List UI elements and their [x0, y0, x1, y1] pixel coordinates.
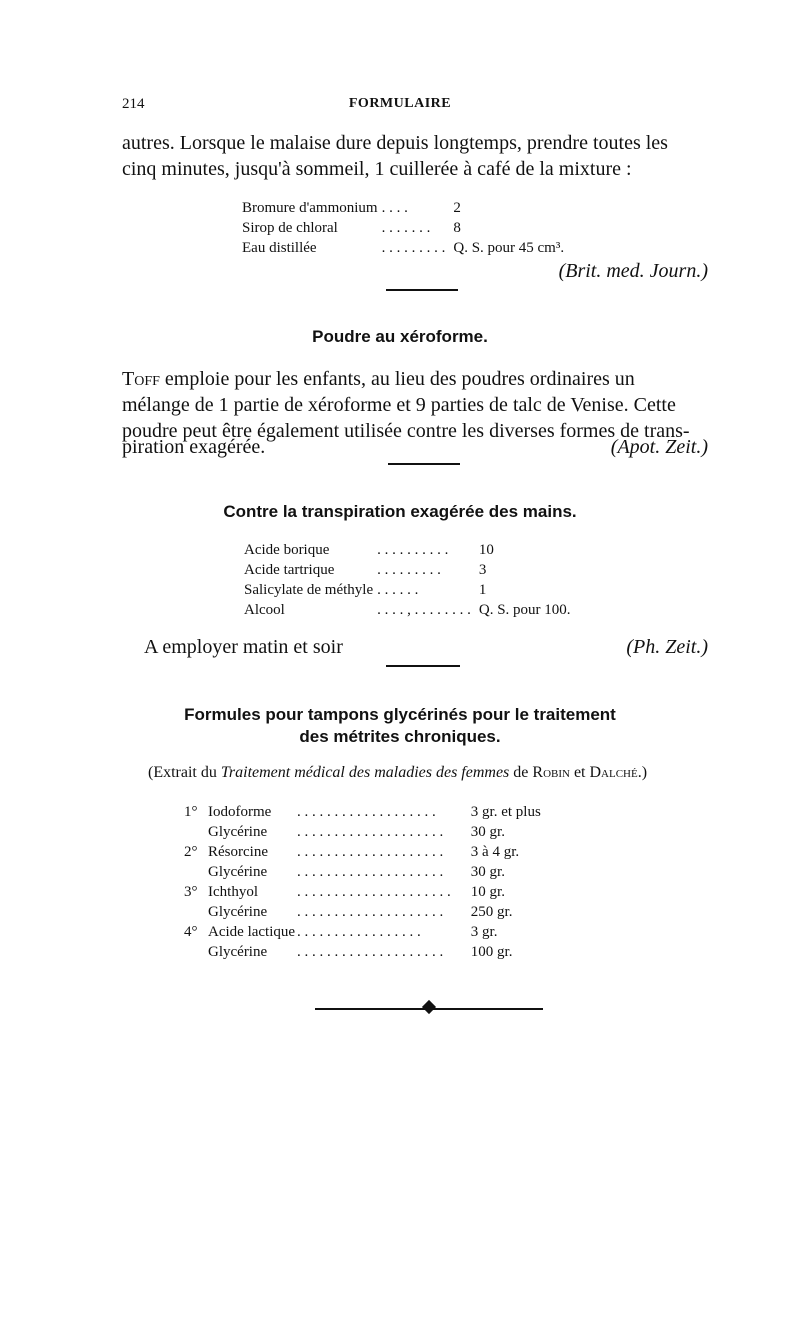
ingredient-name: Alcool [244, 602, 285, 618]
formula-number [184, 862, 208, 882]
section-heading: Poudre au xéroforme. [312, 327, 488, 346]
section2-line-4: piration exagérée. [122, 436, 266, 458]
formula-number: 2° [184, 844, 198, 860]
leader-dots: . . . . . . . . . . . . . . . . . . . . . [297, 884, 451, 900]
intro-line-2: cinq minutes, jusqu'à sommeil, 1 cuillerée à café de la mixture : [122, 158, 632, 180]
formula-number: 1° [184, 804, 198, 820]
usage-note: A employer matin et soir [144, 636, 343, 658]
extract-work-title: Traitement médical des maladies des femmes [220, 764, 510, 781]
table-row [184, 942, 541, 962]
ingredient-name: Glycérine [208, 944, 268, 960]
ingredient-name: Salicylate de méthyle [244, 582, 374, 598]
ingredient-name: Résorcine [208, 844, 268, 860]
ingredient-qty: 10 gr. [470, 884, 505, 900]
separator-rule [386, 289, 458, 291]
leader-dots: . . . . . . . . . . . . . . . . . . . [297, 804, 436, 820]
table-row [244, 600, 571, 620]
ingredient-qty: 100 gr. [470, 944, 513, 960]
ingredient-name: Sirop de chloral [242, 220, 338, 236]
extract-prefix: (Extrait du [148, 764, 217, 781]
formula-number [184, 822, 208, 842]
leader-dots: . . . . . . . . . . . . . . . . . . . . [297, 904, 444, 920]
recipe-table-2 [244, 540, 571, 620]
extract-et: et [573, 764, 586, 781]
separator-rule [388, 463, 460, 465]
leader-dots: . . . . . . . . . . . . . . . . . . . . [297, 844, 444, 860]
ingredient-qty: Q. S. pour 45 cm³. [453, 240, 565, 256]
leader-dots: . . . . . . . [381, 220, 431, 236]
ingredient-name: Eau distillée [242, 240, 317, 256]
ingredient-name: Acide tartrique [244, 562, 335, 578]
ingredient-qty: 3 [478, 562, 487, 578]
ingredient-qty: 2 [453, 200, 461, 216]
formula-table [184, 802, 541, 962]
table-row [184, 882, 541, 902]
ingredient-qty: 30 gr. [470, 864, 505, 880]
leader-dots: . . . . . . . . . . . . . . . . . [297, 924, 421, 940]
table-row [244, 580, 571, 600]
intro-line-1: autres. Lorsque le malaise dure depuis longtemps, prendre toutes les [122, 132, 668, 154]
table-row [184, 802, 541, 822]
table-row [244, 540, 571, 560]
diamond-ornament-icon [422, 1000, 436, 1014]
leader-dots: . . . . . . . . . . . . . . . . . . . . [297, 824, 444, 840]
ingredient-name: Acide borique [244, 542, 330, 558]
leader-dots: . . . . . . . . . . . . . . . . . . . . [297, 944, 444, 960]
ingredient-name: Ichthyol [208, 884, 258, 900]
table-row [184, 842, 541, 862]
extract-note [148, 762, 647, 784]
separator-rule [386, 665, 460, 667]
ingredient-qty: 3 à 4 gr. [470, 844, 520, 860]
section2-line-3: poudre peut être également utilisée contre les diverses formes de trans- [122, 420, 690, 442]
leader-dots: . . . . . . . . . [377, 562, 441, 578]
table-row [242, 198, 564, 218]
leader-dots: . . . . , . . . . . . . . [377, 602, 471, 618]
ingredient-qty: 3 gr. [470, 924, 498, 940]
formula-number: 3° [184, 884, 198, 900]
ingredient-name: Iodoforme [208, 804, 272, 820]
formula-number [184, 942, 208, 962]
extract-author-2: Dalché.) [589, 764, 648, 781]
recipe-table-1 [242, 198, 564, 258]
formula-number [184, 902, 208, 922]
section2-line-1-text: emploie pour les enfants, au lieu des poudres ordinaires un [164, 368, 635, 390]
leader-dots: . . . . [381, 200, 408, 216]
extract-de: de [513, 764, 529, 781]
table-row [184, 922, 541, 942]
leader-dots: . . . . . . . . . . . . . . . . . . . . [297, 864, 444, 880]
table-row [244, 560, 571, 580]
ingredient-name: Glycérine [208, 824, 268, 840]
page-number: 214 [122, 96, 145, 112]
section-heading-line-2: des métrites chroniques. [299, 727, 501, 746]
ingredient-qty: 10 [478, 542, 494, 558]
section2-line-2: mélange de 1 partie de xéroforme et 9 parties de talc de Venise. Cette [122, 394, 676, 416]
ingredient-name: Glycérine [208, 864, 268, 880]
leader-dots: . . . . . . [377, 582, 419, 598]
ingredient-name: Acide lactique [208, 924, 296, 940]
source-citation: (Brit. med. Journ.) [558, 260, 708, 282]
source-citation: (Ph. Zeit.) [626, 636, 708, 658]
ingredient-qty: 1 [478, 582, 487, 598]
formula-number: 4° [184, 924, 198, 940]
section-heading: Formules pour tampons glycérinés pour le traitement [184, 705, 616, 724]
author-name: Toff [122, 368, 160, 390]
running-title: FORMULAIRE [348, 96, 452, 111]
ingredient-qty: 30 gr. [470, 824, 505, 840]
ingredient-qty: 250 gr. [470, 904, 513, 920]
leader-dots: . . . . . . . . . [381, 240, 446, 256]
section2-line-1 [122, 366, 728, 392]
table-row [242, 238, 564, 258]
table-row [184, 902, 541, 922]
leader-dots: . . . . . . . . . . [377, 542, 449, 558]
extract-author-1: Robin [532, 764, 570, 781]
table-row [184, 862, 541, 882]
table-row [242, 218, 564, 238]
section-heading: Contre la transpiration exagérée des mains. [223, 502, 577, 521]
ingredient-qty: 3 gr. et plus [470, 804, 541, 820]
source-citation: (Apot. Zeit.) [610, 436, 708, 458]
ingredient-qty: 8 [453, 220, 461, 236]
table-row [184, 822, 541, 842]
ingredient-name: Glycérine [208, 904, 268, 920]
ingredient-qty: Q. S. pour 100. [478, 602, 571, 618]
ingredient-name: Bromure d'ammonium [242, 200, 378, 216]
